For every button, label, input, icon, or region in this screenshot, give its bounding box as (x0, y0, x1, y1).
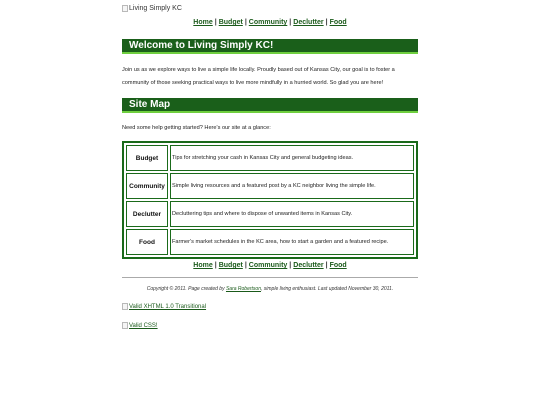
table-row (126, 201, 414, 227)
sitemap-topic-budget: Budget (126, 145, 168, 171)
nav-separator: | (244, 262, 247, 269)
nav-link-budget[interactable]: Budget (218, 262, 243, 269)
bottom-nav (122, 262, 418, 269)
footer-prefix: Copyright © 2011. Page created by (146, 286, 226, 292)
nav-separator: | (289, 19, 292, 26)
sitemap-topic-declutter: Declutter (126, 201, 168, 227)
broken-image-icon (122, 303, 128, 310)
nav-link-food[interactable]: Food (329, 19, 347, 26)
nav-separator: | (214, 262, 217, 269)
nav-link-home[interactable]: Home (193, 262, 213, 269)
nav-separator: | (325, 262, 328, 269)
nav-separator: | (289, 262, 292, 269)
broken-image-icon (122, 5, 128, 12)
broken-image-icon (122, 322, 128, 329)
sitemap-description: Farmer's market schedules in the KC area, how to start a garden and a featured recipe. (170, 229, 414, 255)
sitemap-topic-food: Food (126, 229, 168, 255)
sitemap-intro: Need some help getting started? Here's our site at a glance: (122, 125, 271, 131)
welcome-heading: Welcome to Living Simply KC! (122, 39, 418, 54)
table-row (126, 229, 414, 255)
nav-link-community[interactable]: Community (248, 262, 288, 269)
sitemap-description: Decluttering tips and where to dispose of unwanted items in Kansas City. (170, 201, 414, 227)
nav-separator: | (214, 19, 217, 26)
welcome-intro: Join us as we explore ways to live a simple life locally. Proudly based out of Kansas City, our goal is to foster a community of those seeking practical ways to live more mindfully in a hurried world. So glad you are here! (122, 67, 395, 86)
valid-css-link[interactable]: Valid CSS! (129, 322, 158, 329)
table-row (126, 173, 414, 199)
nav-separator: | (244, 19, 247, 26)
valid-css-badge (122, 322, 158, 329)
nav-link-budget[interactable]: Budget (218, 19, 243, 26)
sitemap-table (122, 141, 418, 259)
nav-link-declutter[interactable]: Declutter (293, 262, 324, 269)
site-logo (122, 5, 182, 12)
sitemap-topic-community: Community (126, 173, 168, 199)
footer-copyright (122, 286, 418, 292)
top-nav (122, 19, 418, 26)
nav-link-community[interactable]: Community (248, 19, 288, 26)
nav-link-declutter[interactable]: Declutter (293, 19, 324, 26)
valid-xhtml-badge (122, 303, 206, 310)
logo-alt-text: Living Simply KC (129, 5, 182, 12)
author-link[interactable]: Sara Robertson (225, 286, 261, 292)
footer-divider (122, 277, 418, 278)
footer-suffix: , simple living enthusiast. Last updated November 30, 2011. (261, 286, 394, 292)
sitemap-heading: Site Map (122, 98, 418, 113)
sitemap-description: Simple living resources and a featured post by a KC neighbor living the simple life. (170, 173, 414, 199)
sitemap-description: Tips for stretching your cash in Kansas City and general budgeting ideas. (170, 145, 414, 171)
nav-link-food[interactable]: Food (329, 262, 347, 269)
nav-link-home[interactable]: Home (193, 19, 213, 26)
valid-xhtml-link[interactable]: Valid XHTML 1.0 Transitional (129, 303, 207, 310)
nav-separator: | (325, 19, 328, 26)
table-row (126, 145, 414, 171)
